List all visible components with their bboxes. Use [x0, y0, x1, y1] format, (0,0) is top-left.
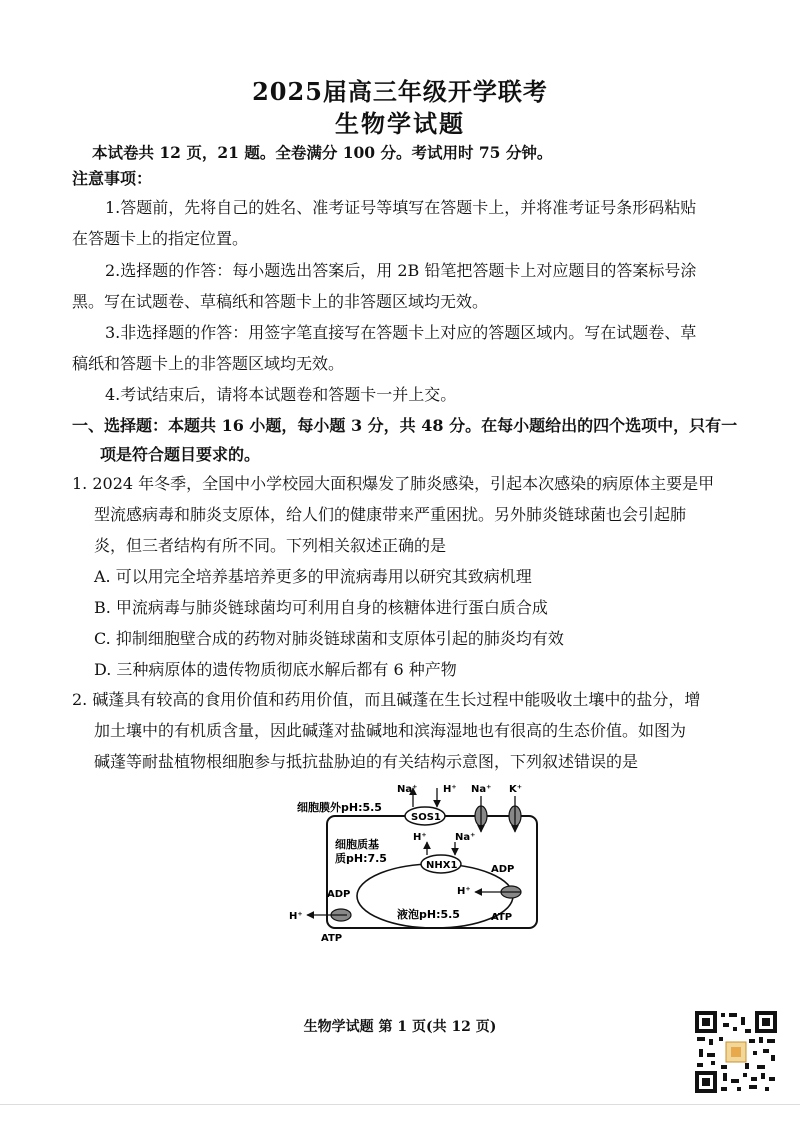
- k-channel-label: K⁺: [509, 784, 523, 795]
- question-2-line-2: 加土壤中的有机质含量，因此碱蓬对盐碱地和滨海湿地也有很高的生态价值。如图为: [94, 721, 687, 740]
- question-1-line-3: 炎，但三者结构有所不同。下列相关叙述正确的是: [94, 536, 447, 555]
- exam-subject: 生物学试题: [335, 109, 465, 138]
- sos1-label: SOS1: [411, 812, 441, 823]
- membrane-pump-h-label: H⁺: [289, 911, 303, 922]
- section-1-heading-line-1: 一、选择题：本题共 16 小题，每小题 3 分，共 48 分。在每小题给出的四个选项中，只有一: [72, 416, 738, 435]
- vacuole-pump-atp-label: ATP: [491, 912, 513, 923]
- na-channel-label: Na⁺: [471, 784, 492, 795]
- vacuole-pump-adp-label: ADP: [491, 864, 515, 875]
- section-1-heading-line-2: 项是符合题目要求的。: [100, 445, 261, 464]
- qr-code[interactable]: [693, 1009, 779, 1095]
- exam-summary: 本试卷共 12 页，21 题。全卷满分 100 分。考试用时 75 分钟。: [92, 143, 553, 162]
- membrane-pump-adp-label: ADP: [327, 889, 351, 900]
- nhx1-label: NHX1: [426, 860, 458, 871]
- page-footer: 生物学试题 第 1 页(共 12 页): [303, 1019, 497, 1035]
- nhx1-h-label: H⁺: [413, 832, 427, 843]
- sos1-na-label: Na⁺: [397, 784, 418, 795]
- question-1-option-d: D. 三种病原体的遗传物质彻底水解后都有 6 种产物: [94, 660, 457, 679]
- cytoplasm-ph-label-2: 质pH:7.5: [335, 852, 387, 865]
- outside-ph-label: 细胞膜外pH:5.5: [297, 801, 382, 814]
- question-2-line-1: 2. 碱蓬具有较高的食用价值和药用价值，而且碱蓬在生长过程中能吸收土壤中的盐分，增: [72, 690, 701, 709]
- question-1-option-c: C. 抑制细胞壁合成的药物对肺炎链球菌和支原体引起的肺炎均有效: [94, 629, 564, 648]
- cytoplasm-ph-label-1: 细胞质基: [335, 838, 379, 851]
- notice-heading: 注意事项：: [72, 169, 153, 188]
- question-1-line-2: 型流感病毒和肺炎支原体，给人们的健康带来严重困扰。另外肺炎链球菌也会引起肺: [94, 505, 687, 524]
- question-1-line-1: 1. 2024 年冬季，全国中小学校园大面积爆发了肺炎感染，引起本次感染的病原体主要是甲: [72, 474, 715, 493]
- notice-item-3-line-2: 稿纸和答题卡上的非答题区域均无效。: [72, 354, 345, 373]
- question-1-option-b: B. 甲流病毒与肺炎链球菌均可利用自身的核糖体进行蛋白质合成: [94, 598, 548, 617]
- notice-item-2-line-1: 2.选择题的作答：每小题选出答案后，用 2B 铅笔把答题卡上对应题目的答案标号涂: [105, 261, 697, 280]
- vacuole-ph-label: 液泡pH:5.5: [397, 908, 460, 921]
- membrane-pump-atp-label: ATP: [321, 933, 343, 944]
- exam-title: 2025届高三年级开学联考: [252, 77, 548, 106]
- page-bottom-rule: [0, 1104, 800, 1105]
- question-2-line-3: 碱蓬等耐盐植物根细胞参与抵抗盐胁迫的有关结构示意图，下列叙述错误的是: [94, 752, 639, 771]
- vacuole-pump-h-label: H⁺: [457, 886, 471, 897]
- notice-item-3-line-1: 3.非选择题的作答：用签字笔直接写在答题卡上对应的答题区域内。写在试题卷、草: [105, 323, 697, 342]
- notice-item-4: 4.考试结束后，请将本试题卷和答题卡一并上交。: [105, 385, 457, 404]
- question-1-option-a: A. 可以用完全培养基培养更多的甲流病毒用以研究其致病机理: [94, 567, 532, 586]
- notice-item-1-line-1: 1.答题前，先将自己的姓名、准考证号等填写在答题卡上，并将准考证号条形码粘贴: [105, 198, 697, 217]
- sos1-h-label: H⁺: [443, 784, 457, 795]
- notice-item-2-line-2: 黑。写在试题卷、草稿纸和答题卡上的非答题区域均无效。: [72, 292, 489, 311]
- nhx1-na-label: Na⁺: [455, 832, 476, 843]
- notice-item-1-line-2: 在答题卡上的指定位置。: [72, 229, 249, 248]
- root-cell-diagram: [285, 780, 545, 945]
